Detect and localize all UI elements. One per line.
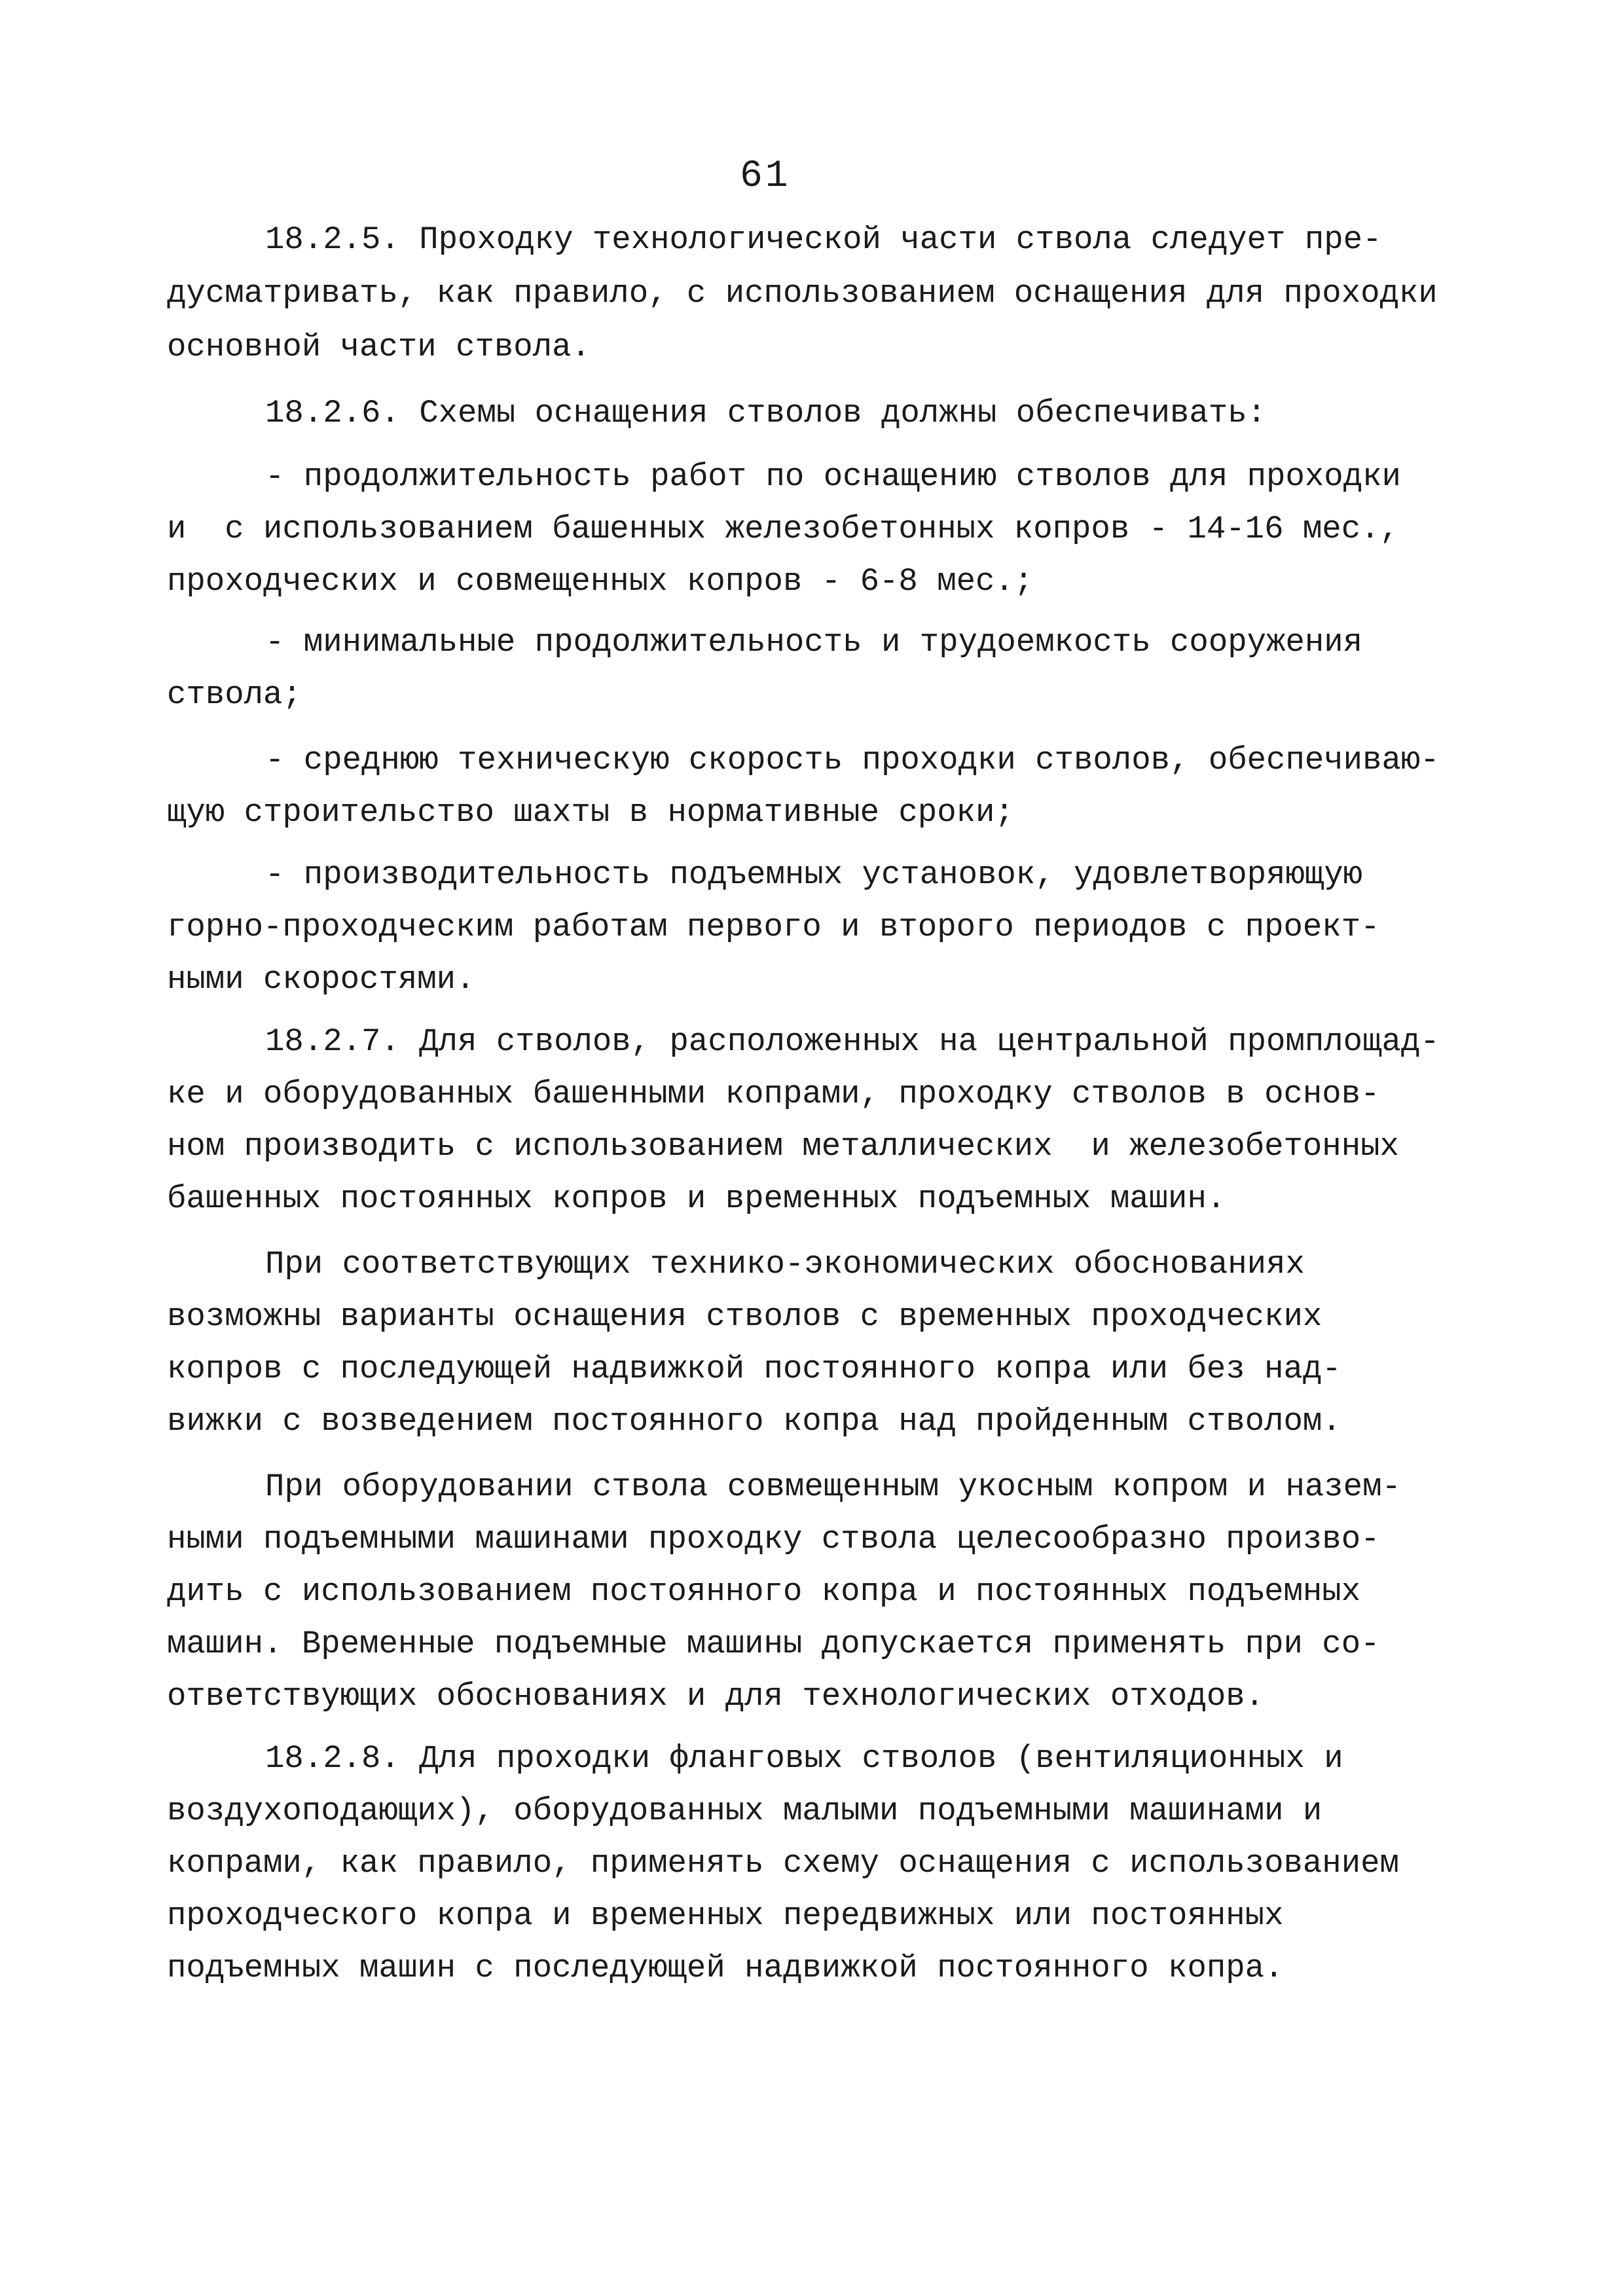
paragraph-line: копров с последующей надвижкой постоянного копра или без над- xyxy=(167,1351,1341,1387)
list-item-line: ствола; xyxy=(167,676,302,713)
paragraph-line: 18.2.7. Для стволов, расположенных на центральной промплощад- xyxy=(265,1023,1440,1060)
list-item-line: - продолжительность работ по оснащению стволов для проходки xyxy=(265,458,1401,495)
paragraph-line: дусматривать, как правило, с использованием оснащения для проходки xyxy=(167,275,1438,312)
list-item-line: проходческих и совмещенных копров - 6-8 мес.; xyxy=(167,563,1034,600)
paragraph-line: вижки с возведением постоянного копра над пройденным стволом. xyxy=(167,1403,1341,1440)
paragraph-line: дить с использованием постоянного копра и постоянных подъемных xyxy=(167,1573,1361,1610)
paragraph-line: ответствующих обоснованиях и для технологических отходов. xyxy=(167,1678,1265,1715)
paragraph-line: основной части ствола. xyxy=(167,329,591,365)
paragraph-line: возможны варианты оснащения стволов с временных проходческих xyxy=(167,1298,1322,1335)
paragraph-line: При оборудовании ствола совмещенным укосным копром и назем- xyxy=(265,1468,1401,1505)
paragraph-line: машин. Временные подъемные машины допускается применять при со- xyxy=(167,1626,1380,1662)
list-item-line: горно-проходческим работам первого и второго периодов с проект- xyxy=(167,909,1380,945)
paragraph-line: ными подъемными машинами проходку ствола целесообразно произво- xyxy=(167,1521,1380,1558)
list-item-line: щую строительство шахты в нормативные сроки; xyxy=(167,794,1014,831)
paragraph-line: При соответствующих технико-экономических обоснованиях xyxy=(265,1246,1305,1283)
paragraph-line: 18.2.5. Проходку технологической части ствола следует пре- xyxy=(265,221,1382,258)
paragraph-line: ке и оборудованных башенными копрами, проходку стволов в основ- xyxy=(167,1076,1380,1112)
list-item-line: и с использованием башенных железобетонных копров - 14-16 мес., xyxy=(167,511,1399,547)
paragraph-line: ном производить с использованием металлических и железобетонных xyxy=(167,1128,1399,1165)
page-number: 61 xyxy=(740,155,791,198)
list-item-line: - среднюю техническую скорость проходки стволов, обеспечиваю- xyxy=(265,742,1440,778)
paragraph-line: воздухоподающих), оборудованных малыми подъемными машинами и xyxy=(167,1793,1322,1829)
list-item-line: - минимальные продолжительность и трудоемкость сооружения xyxy=(265,624,1363,661)
paragraph-line: 18.2.8. Для проходки фланговых стволов (вентиляционных и xyxy=(265,1740,1343,1777)
list-item-line: - производительность подъемных установок, удовлетворяющую xyxy=(265,856,1363,893)
paragraph-line: башенных постоянных копров и временных подъемных машин. xyxy=(167,1180,1226,1217)
paragraph-line: копрами, как правило, применять схему оснащения с использованием xyxy=(167,1845,1399,1882)
paragraph-line: проходческого копра и временных передвижных или постоянных xyxy=(167,1897,1284,1934)
paragraph-line: 18.2.6. Схемы оснащения стволов должны обеспечивать: xyxy=(265,395,1267,431)
paragraph-line: подъемных машин с последующей надвижкой постоянного копра. xyxy=(167,1950,1284,1986)
list-item-line: ными скоростями. xyxy=(167,961,475,998)
